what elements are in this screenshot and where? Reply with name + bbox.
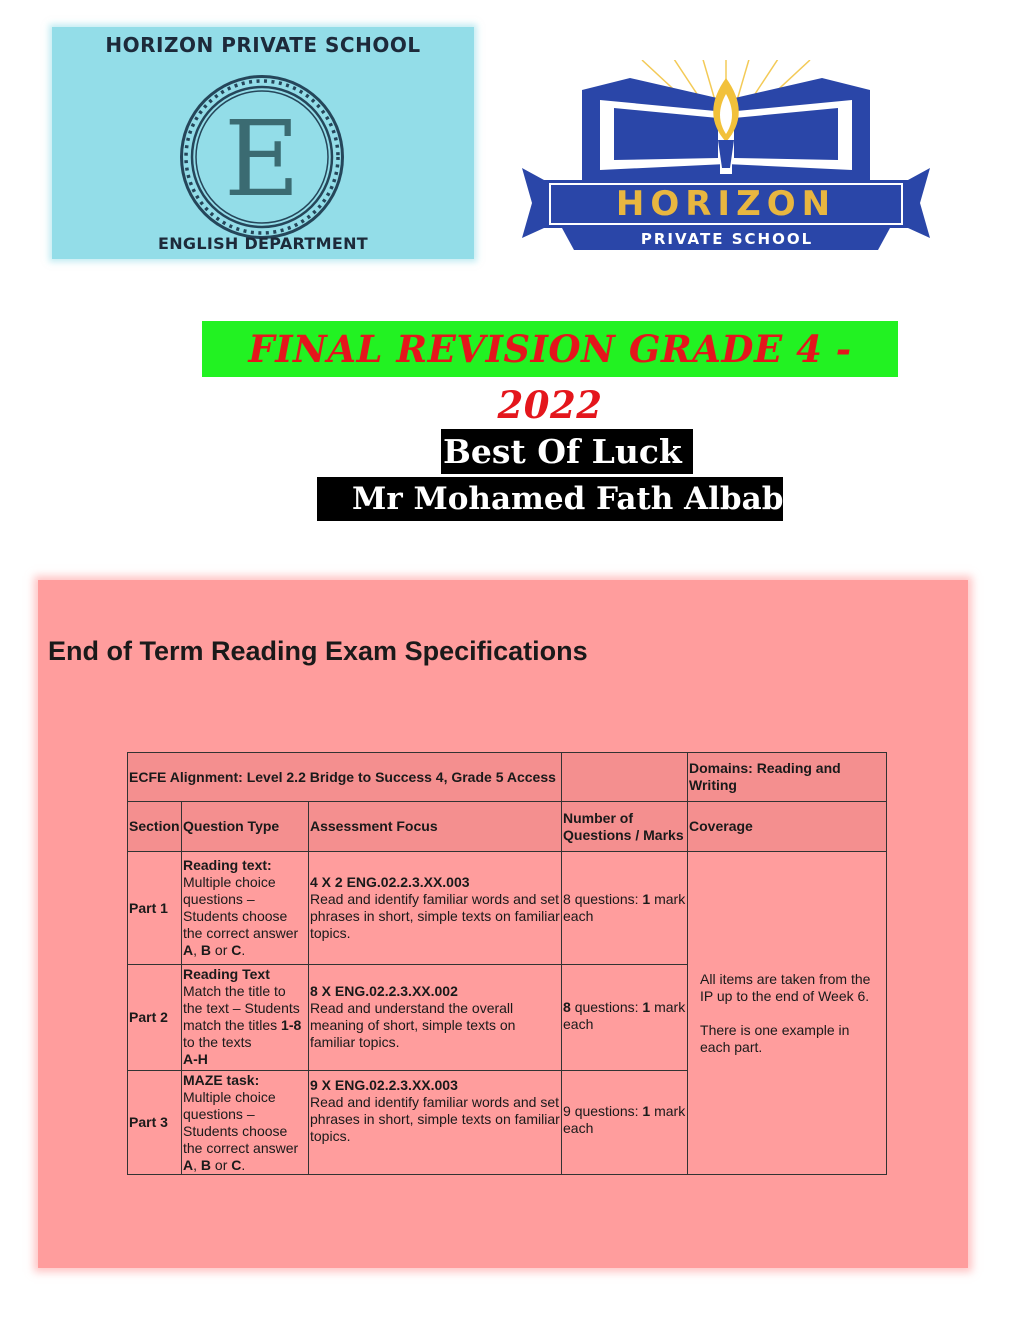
mark-value: 1 [642, 1103, 651, 1119]
number-cell [562, 965, 688, 1071]
number-text: 8 questions: [563, 891, 643, 907]
focus-description: Read and identify familiar words and set phrases in short, simple texts on familiar topics. [310, 891, 560, 941]
mark-value: 1 [642, 999, 651, 1015]
question-type-title: Reading Text [183, 966, 270, 982]
mark-value: 1 [642, 891, 651, 907]
coverage-text: There is one example in each part. [700, 1021, 850, 1055]
answer-option: B [200, 1157, 212, 1173]
answer-end: . [241, 942, 246, 958]
answer-separator: or [211, 1157, 232, 1173]
col-coverage-header: Coverage [688, 802, 887, 852]
specifications-heading: End of Term Reading Exam Specifications [48, 636, 588, 666]
logo-horizon-subtitle: PRIVATE SCHOOL [640, 230, 814, 248]
question-type-desc: to the texts [183, 1034, 252, 1050]
title-range: 1-8 [281, 1017, 302, 1033]
table-header-row [128, 753, 887, 802]
coverage-cell [688, 852, 887, 1175]
focus-code: 8 X ENG.02.2.3.XX.002 [310, 983, 458, 999]
answer-option: C [231, 1157, 242, 1173]
focus-description: Read and identify familiar words and set phrases in short, simple texts on familiar topics. [310, 1094, 560, 1144]
focus-description: Read and understand the overall meaning of short, simple texts on familiar topics. [310, 1000, 516, 1050]
question-type-title: MAZE task: [183, 1072, 260, 1088]
number-count: 8 [563, 999, 571, 1015]
col-question-type-header: Question Type [182, 802, 309, 852]
answer-option: C [231, 942, 242, 958]
answer-option: A [183, 942, 194, 958]
number-text: mark each [563, 891, 686, 924]
col-assessment-focus-header: Assessment Focus [309, 802, 562, 852]
text-letters: A-H [183, 1051, 208, 1067]
number-cell [562, 1071, 688, 1175]
answer-option: B [200, 942, 212, 958]
question-type-desc: Match the title to the text – Students match the titles [183, 983, 300, 1033]
assessment-focus-cell [309, 1071, 562, 1175]
specifications-table [127, 752, 887, 1175]
assessment-focus-cell [309, 965, 562, 1071]
question-type-title: Reading text: [183, 857, 272, 873]
section-cell: Part 2 [128, 965, 182, 1071]
english-department-logo [52, 27, 474, 259]
logo-department-name: ENGLISH DEPARTMENT [157, 234, 368, 253]
col-number-header: Number of Questions / Marks [562, 802, 688, 852]
question-type-cell [182, 1071, 309, 1175]
focus-code: 9 X ENG.02.2.3.XX.003 [310, 1077, 458, 1093]
exam-specifications-panel [38, 580, 968, 1268]
answer-separator: , [193, 942, 201, 958]
focus-code: 4 X 2 ENG.02.2.3.XX.003 [310, 874, 470, 890]
teacher-name: Mr Mohamed Fath Albab [317, 477, 783, 521]
empty-header-cell [562, 753, 688, 802]
table-row [128, 852, 887, 965]
answer-separator: , [193, 1157, 201, 1173]
logo-school-name: HORIZON PRIVATE SCHOOL [105, 33, 421, 57]
logo-horizon-name: HORIZON [615, 184, 837, 224]
alignment-cell: ECFE Alignment: Level 2.2 Bridge to Success 4, Grade 5 Access [128, 753, 562, 802]
question-type-desc: Multiple choice questions – Students choose the correct answer [183, 1089, 299, 1156]
question-type-desc: Multiple choice questions – Students choose the correct answer [183, 874, 299, 941]
domains-cell: Domains: Reading and Writing [688, 753, 887, 802]
greeting-label: Best Of Luck [441, 429, 693, 474]
scalloped-badge-icon [178, 73, 346, 241]
question-type-cell [182, 965, 309, 1071]
answer-separator: or [211, 942, 232, 958]
section-cell: Part 1 [128, 852, 182, 965]
answer-end: . [241, 1157, 246, 1173]
number-cell [562, 852, 688, 965]
logo-letter: E [224, 98, 300, 220]
coverage-text: All items are taken from the IP up to the end of Week 6. [700, 970, 871, 1004]
table-column-headers [128, 802, 887, 852]
horizon-school-logo [522, 60, 930, 260]
number-text: mark each [563, 999, 686, 1032]
assessment-focus-cell [309, 852, 562, 965]
col-section-header: Section [128, 802, 182, 852]
number-text: mark each [563, 1103, 686, 1136]
answer-option: A [183, 1157, 194, 1173]
section-cell: Part 3 [128, 1071, 182, 1175]
page-title: FINAL REVISION GRADE 4 - 2022 [202, 321, 898, 377]
question-type-cell [182, 852, 309, 965]
number-text: 9 questions: [563, 1103, 643, 1119]
number-text: questions: [570, 999, 643, 1015]
